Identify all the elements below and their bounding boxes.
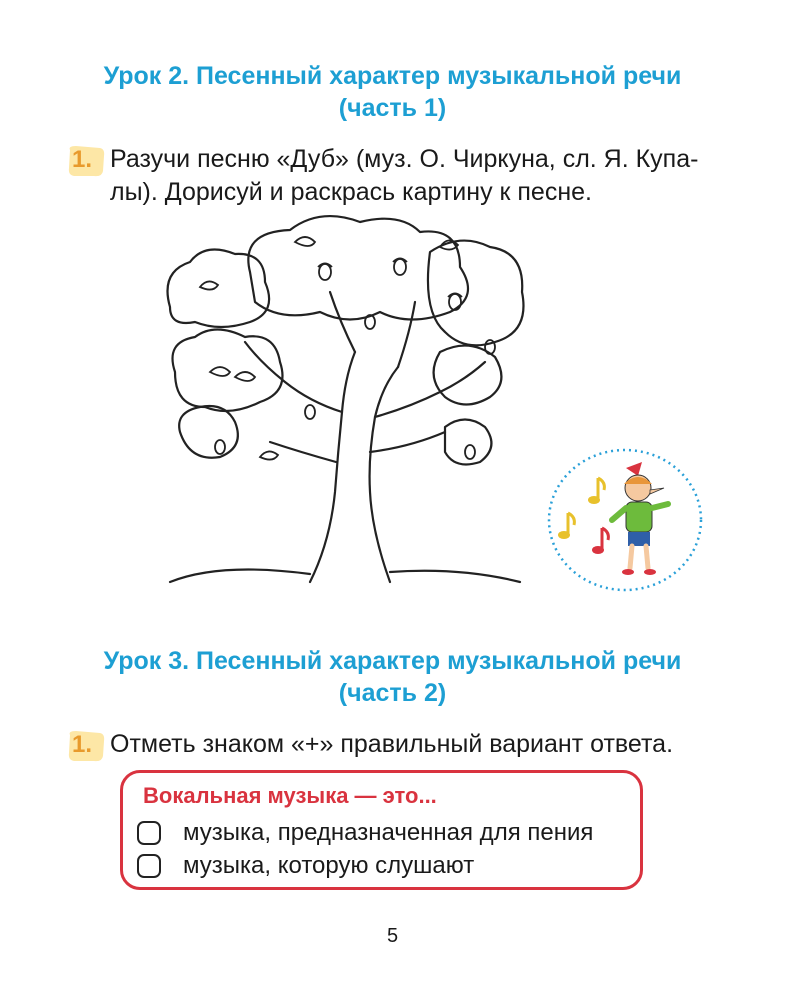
quiz-option-label: музыка, предназначенная для пения	[183, 819, 594, 846]
task-instruction-line1: Разучи песню «Дуб» (муз. О. Чиркуна, сл. Я. Купа-	[110, 145, 699, 173]
task-instruction-line2: лы). Дорисуй и раскрась картину к песне.	[110, 178, 592, 206]
quiz-option[interactable]	[137, 850, 474, 882]
task-number-badge	[66, 144, 106, 178]
answer-checkbox[interactable]	[137, 821, 161, 845]
quiz-box	[120, 770, 643, 890]
task-number: 1.	[72, 731, 93, 758]
task-number-badge	[66, 729, 106, 763]
lesson-2-title	[0, 60, 785, 124]
task-number: 1.	[72, 146, 93, 173]
task-instruction	[110, 143, 698, 209]
quiz-option[interactable]	[137, 817, 593, 849]
singing-boy-mascot	[546, 448, 704, 593]
quiz-question: Вокальная музыка — это...	[143, 783, 437, 808]
lesson-2-title-line2: (часть 1)	[338, 94, 447, 122]
lesson-2-title-line1: Урок 2. Песенный характер музыкальной речи	[103, 62, 682, 90]
answer-checkbox[interactable]	[137, 854, 161, 878]
lesson-3-title	[0, 645, 785, 709]
task-instruction: Отметь знаком «+» правильный вариант ответа.	[110, 730, 674, 758]
lesson-3-title-line1: Урок 3. Песенный характер музыкальной речи	[103, 647, 682, 675]
quiz-option-label: музыка, которую слушают	[183, 852, 475, 879]
music-note-icon	[558, 478, 608, 554]
page-number: 5	[386, 925, 399, 947]
oak-tree-illustration	[160, 212, 530, 590]
lesson-3-title-line2: (часть 2)	[338, 679, 447, 707]
